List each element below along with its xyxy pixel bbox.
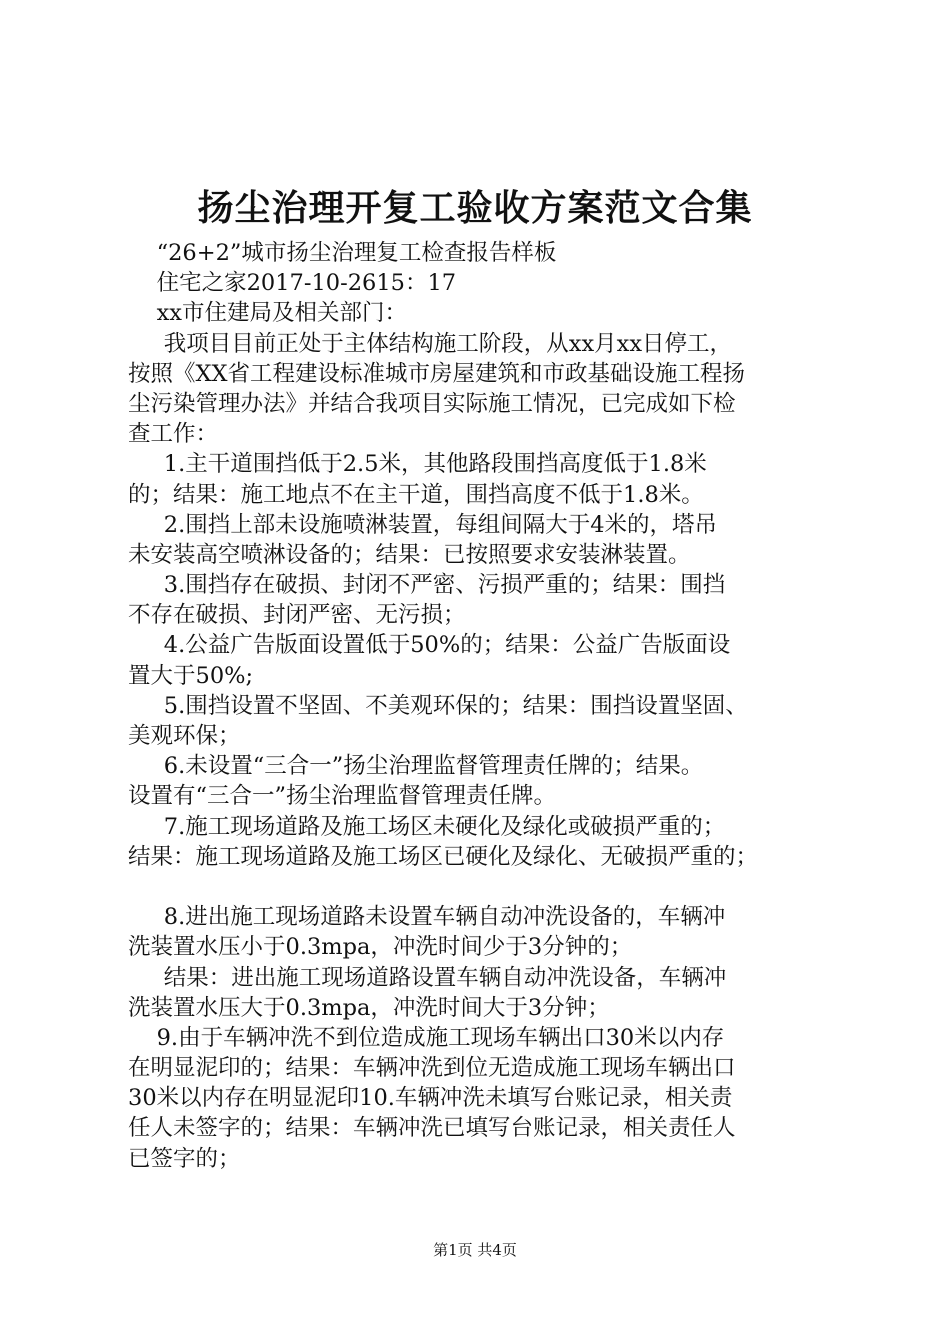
body-text-line: 已签字的； (128, 1145, 241, 1172)
body-text-line: 设置有“三合一”扬尘治理监督管理责任牌。 (128, 783, 557, 810)
body-text-line: 置大于50%; (128, 662, 254, 689)
body-text-line: 在明显泥印的；结果：车辆冲洗到位无造成施工现场车辆出口 (128, 1055, 736, 1082)
body-text-line: 1.主干道围挡低于2.5米，其他路段围挡高度低于1.8米 (128, 451, 707, 478)
document-title: 扬尘治理开复工验收方案范文合集 (197, 187, 753, 229)
body-text-line: 30米以内存在明显泥印10.车辆冲洗未填写台账记录，相关责 (128, 1085, 733, 1112)
document-body (128, 238, 836, 1174)
body-text-line: 洗装置水压小于0.3mpa，冲洗时间少于3分钟的； (128, 934, 633, 961)
body-text-line: 住宅之家2017-10-2615：17 (128, 270, 457, 297)
body-text-line: 查工作： (128, 421, 219, 448)
body-text-line: 4.公益广告版面设置低于50%的；结果：公益广告版面设 (128, 632, 731, 659)
body-text-line: 7.施工现场道路及施工场区未硬化及绿化或破损严重的； (128, 813, 726, 840)
body-text-line: 任人未签字的；结果：车辆冲洗已填写台账记录，相关责任人 (128, 1115, 736, 1142)
body-text-line: 8.进出施工现场道路未设置车辆自动冲洗设备的，车辆冲 (128, 904, 726, 931)
blank-line (128, 872, 836, 902)
body-text-line: 3.围挡存在破损、封闭不严密、污损严重的；结果：围挡 (128, 572, 726, 599)
body-text-line: 我项目目前正处于主体结构施工阶段，从xx月xx日停工， (128, 330, 733, 357)
body-text-line: 结果：施工现场道路及施工场区已硬化及绿化、无破损严重的； (128, 843, 759, 870)
body-text-line: 洗装置水压大于0.3mpa，冲洗时间大于3分钟； (128, 994, 610, 1021)
body-text-line: “26+2”城市扬尘治理复工检查报告样板 (128, 240, 557, 266)
body-text-line: 9.由于车辆冲洗不到位造成施工现场车辆出口30米以内存 (128, 1024, 725, 1051)
body-text-line: 5.围挡设置不坚固、不美观环保的；结果：围挡设置坚固、 (128, 692, 748, 719)
body-text-line: 6.未设置“三合一”扬尘治理监督管理责任牌的；结果。 (128, 753, 704, 780)
body-text-line: 的；结果：施工地点不在主干道，围挡高度不低于1.8米。 (128, 481, 704, 508)
body-text-line: 不存在破损、封闭严密、无污损； (128, 602, 466, 629)
body-text-line: 尘污染管理办法》并结合我项目实际施工情况，已完成如下检 (128, 390, 736, 417)
body-text-line: 美观环保； (128, 723, 241, 749)
body-text-line: 结果：进出施工现场道路设置车辆自动冲洗设备，车辆冲 (128, 964, 727, 991)
body-text-line: 未安装高空喷淋设备的；结果：已按照要求安装淋装置。 (128, 541, 691, 568)
page-indicator: 第1页 共4页 (433, 1241, 517, 1259)
body-text-line: 按照《XX省工程建设标准城市房屋建筑和市政基础设施工程扬 (128, 360, 746, 387)
body-text-line: xx市住建局及相关部门： (128, 300, 407, 327)
body-text-line: 2.围挡上部未设施喷淋装置，每组间隔大于4米的，塔吊 (128, 511, 718, 538)
